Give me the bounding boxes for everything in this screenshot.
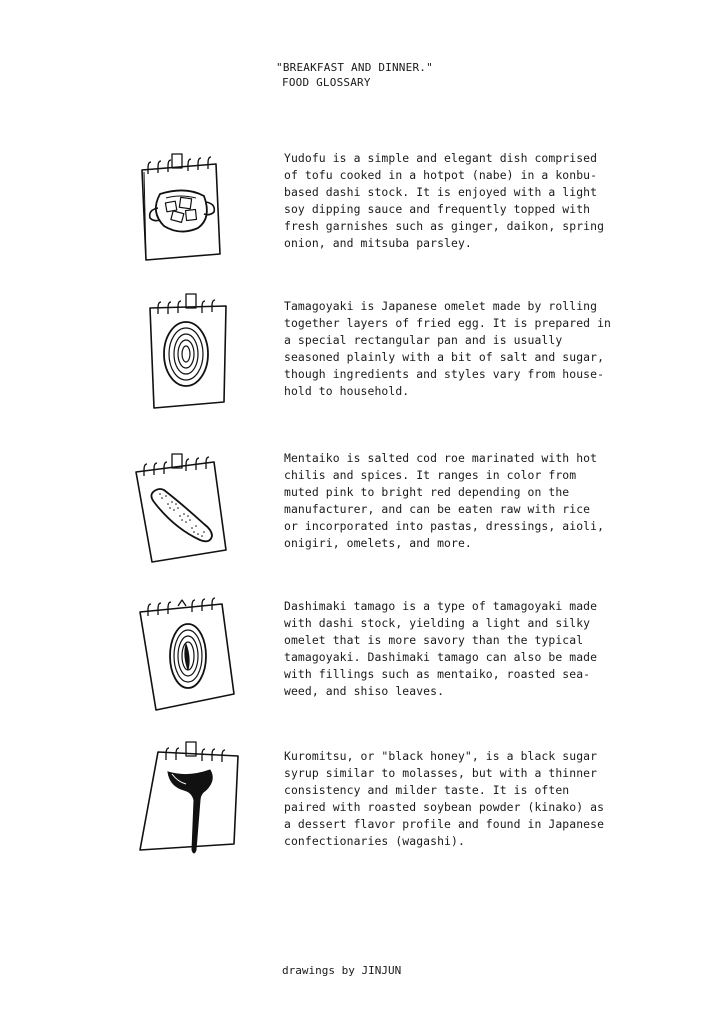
entry-description: Tamagoyaki is Japanese omelet made by rolling together layers of fried egg. It is prepared in a special rectangular pan and is usually seasoned plainly with a bit of salt and sugar, though ingredients and styles vary from house- hold to household. [284,299,612,398]
dashimaki-tamago-icon [130,598,240,716]
glossary-entry-dashimaki-tamago [0,598,708,728]
glossary-entry-kuromitsu [0,748,708,878]
header-title: "BREAKFAST AND DINNER." [276,61,433,74]
kuromitsu-drip-icon [130,748,240,866]
glossary-entry-yudofu [0,150,708,280]
header-subtitle: FOOD GLOSSARY [282,76,371,89]
entry-description: Yudofu is a simple and elegant dish comprised of tofu cooked in a hotpot (nabe) in a konbu- based dashi stock. It is enjoyed with a light soy dipping sauce and frequently topped with fresh garnishes such as ginger, daikon, spring onion, and mitsuba parsley. [284,151,605,250]
mentaiko-icon [130,450,240,568]
entry-description: Mentaiko is salted cod roe marinated with hot chilis and spices. It ranges in color from muted pink to bright red depending on the manufacturer, and can be eaten raw with rice or incorporated into pastas, dressings, aioli, onigiri, omelets, and more. [284,451,605,550]
yudofu-pot-icon [130,150,240,268]
glossary-entry-mentaiko [0,450,708,580]
tamagoyaki-icon [130,298,240,416]
document-header [276,60,433,90]
glossary-entry-tamagoyaki [0,298,708,428]
entry-description: Dashimaki tamago is a type of tamagoyaki made with dashi stock, yielding a light and silky omelet that is more savory than the typical tamagoyaki. Dashimaki tamago can also be made with fillings such as mentaiko, roasted sea- weed, and shiso leaves. [284,599,598,698]
entry-description: Kuromitsu, or "black honey", is a black sugar syrup similar to molasses, but with a thinner consistency and milder taste. It is often paired with roasted soybean powder (kinako) as a dessert flavor profile and found in Japanese confectionaries (wagashi). [284,749,605,848]
credit-footer: drawings by JINJUN [282,964,402,977]
